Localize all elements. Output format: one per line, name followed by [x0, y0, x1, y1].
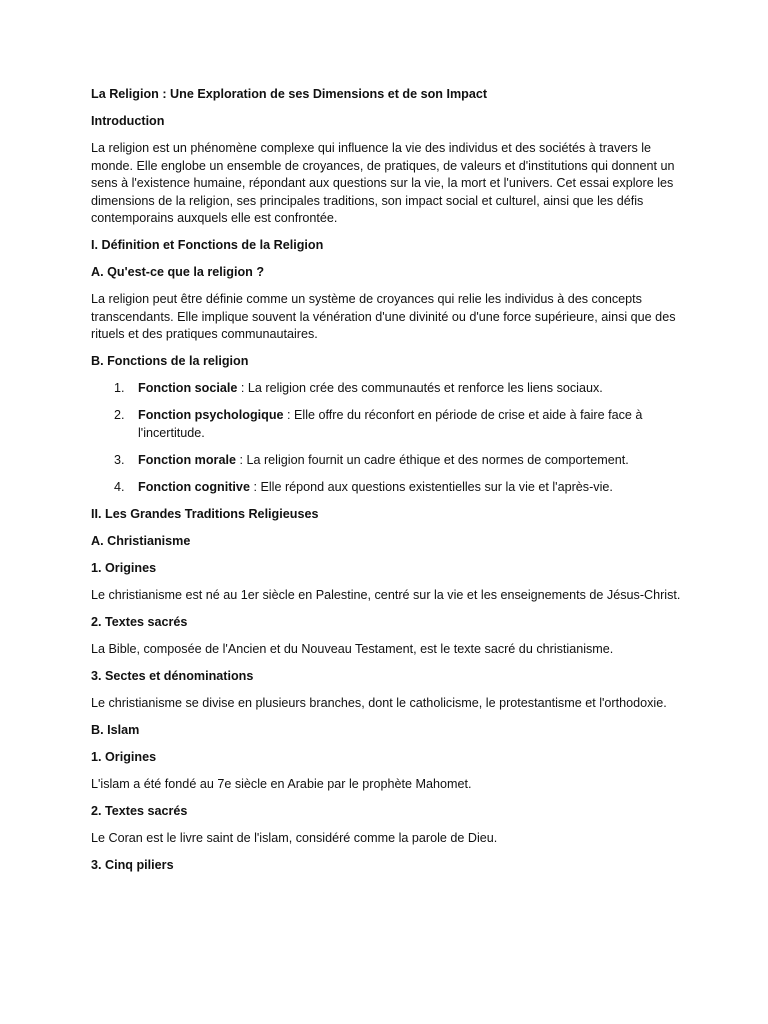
intro-paragraph: La religion est un phénomène complexe qui influence la vie des individus et des sociétés à travers le monde. Elle englobe un ensemble de croyances, de pratiques, de valeurs et d'institutions qui donnent un sens à l'existence humaine, répondant aux questions sur la vie, la mort et l'univers. Cet essai explore les dimensions de la religion, ses principales traditions, son impact social et culturel, ainsi que les défis contemporains auxquels elle est confrontée.: [91, 140, 675, 226]
list-term: Fonction sociale: [138, 381, 238, 396]
list-item: [91, 452, 691, 470]
list-item: [91, 479, 691, 497]
document-page: [91, 86, 691, 884]
christianity-origins-paragraph: Le christianisme est né au 1er siècle en Palestine, centré sur la vie et les enseignements de Jésus-Christ.: [91, 587, 681, 602]
islam-texts-paragraph: Le Coran est le livre saint de l'islam, considéré comme la parole de Dieu.: [91, 830, 498, 845]
christianity-texts-heading: 2. Textes sacrés: [91, 614, 188, 629]
islam-origins-paragraph: L'islam a été fondé au 7e siècle en Arabie par le prophète Mahomet.: [91, 776, 472, 791]
intro-heading: Introduction: [91, 113, 165, 128]
christianity-sects-paragraph: Le christianisme se divise en plusieurs branches, dont le catholicisme, le protestantisme et l'orthodoxie.: [91, 695, 667, 710]
christianity-origins-heading: 1. Origines: [91, 560, 157, 575]
list-text: : La religion crée des communautés et renforce les liens sociaux.: [237, 381, 603, 396]
christianity-sects-heading: 3. Sectes et dénominations: [91, 668, 254, 683]
islam-pillars-heading: 3. Cinq piliers: [91, 857, 174, 872]
list-term: Fonction morale: [138, 453, 236, 468]
document-title: La Religion : Une Exploration de ses Dimensions et de son Impact: [91, 87, 488, 101]
islam-texts-heading: 2. Textes sacrés: [91, 803, 188, 818]
christianity-heading: A. Christianisme: [91, 533, 191, 548]
christianity-texts-paragraph: La Bible, composée de l'Ancien et du Nouveau Testament, est le texte sacré du christianisme.: [91, 641, 614, 656]
list-number: 2.: [114, 408, 125, 423]
islam-origins-heading: 1. Origines: [91, 749, 157, 764]
section-1-heading: I. Définition et Fonctions de la Religion: [91, 238, 324, 253]
section-2-heading: II. Les Grandes Traditions Religieuses: [91, 506, 319, 521]
list-item: [91, 380, 691, 398]
functions-list: [91, 380, 691, 496]
list-number: 1.: [114, 381, 125, 396]
islam-heading: B. Islam: [91, 722, 140, 737]
list-item: [91, 407, 691, 442]
list-number: 3.: [114, 453, 125, 468]
section-1a-paragraph: La religion peut être définie comme un système de croyances qui relie les individus à des concepts transcendants. Elle implique souvent la vénération d'une divinité ou d'une force supérieure, ainsi que des rituels et des pratiques communautaires.: [91, 292, 676, 342]
list-text: : Elle offre du réconfort en période de crise et aide à faire face à l'incertitude.: [138, 408, 643, 441]
list-text: : La religion fournit un cadre éthique et des normes de comportement.: [235, 453, 629, 468]
list-number: 4.: [114, 480, 125, 494]
section-1a-heading: A. Qu'est-ce que la religion ?: [91, 265, 265, 280]
list-term: Fonction cognitive: [138, 480, 250, 494]
section-1b-heading: B. Fonctions de la religion: [91, 354, 249, 369]
list-term: Fonction psychologique: [138, 408, 284, 423]
list-text: : Elle répond aux questions existentielles sur la vie et l'après-vie.: [249, 480, 613, 494]
